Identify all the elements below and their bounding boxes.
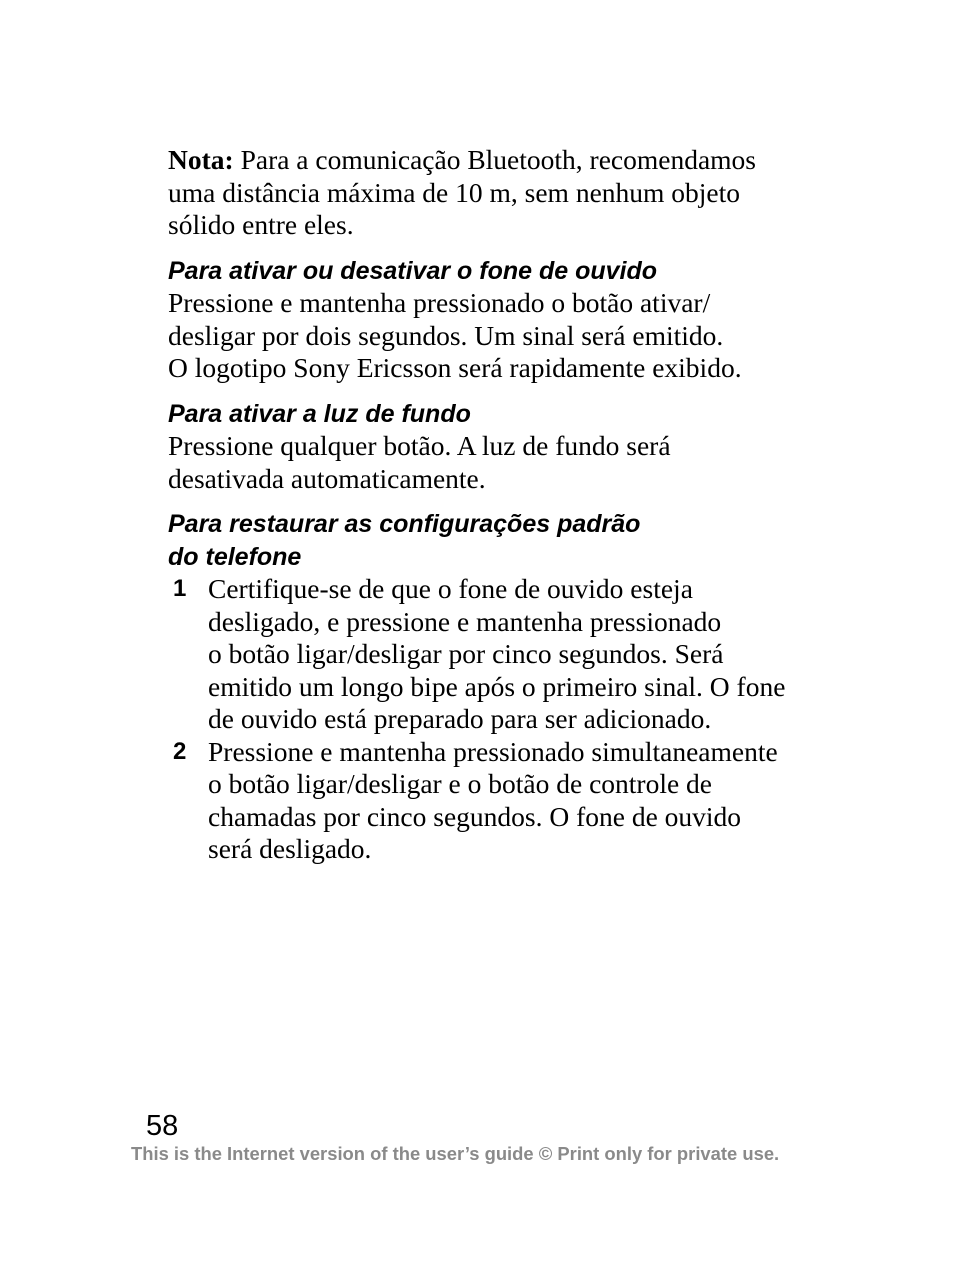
- section-body: [168, 287, 828, 385]
- section-heading: [168, 398, 828, 431]
- step-item: [168, 736, 828, 866]
- step-number: 2: [173, 737, 187, 765]
- section-heading: [168, 508, 828, 573]
- heading-line: Para ativar ou desativar o fone de ouvido: [168, 256, 658, 285]
- footer-disclaimer: This is the Internet version of the user’s guide © Print only for private use.: [131, 1143, 780, 1164]
- body-line: desativada automaticamente.: [168, 462, 486, 494]
- step-item: [168, 573, 828, 736]
- note-label: Nota:: [168, 144, 234, 175]
- step-line: chamadas por cinco segundos. O fone de ouvido: [208, 800, 742, 832]
- section-heading: [168, 255, 828, 288]
- page-content: [168, 144, 828, 866]
- heading-line: Para ativar a luz de fundo: [168, 399, 471, 428]
- step-line: de ouvido está preparado para ser adicionado.: [208, 703, 712, 734]
- note-text: Para a comunicação Bluetooth, recomendamos: [233, 144, 756, 175]
- section-body: [168, 430, 828, 495]
- step-line: será desligado.: [208, 833, 372, 864]
- page-number: 58: [146, 1110, 179, 1142]
- step-line: o botão ligar/desligar por cinco segundos. Será: [208, 638, 724, 669]
- body-line: desligar por dois segundos. Um sinal será emitido.: [168, 319, 724, 351]
- body-line: O logotipo Sony Ericsson será rapidamente exibido.: [168, 352, 742, 383]
- step-line: o botão ligar/desligar e o botão de controle de: [208, 768, 712, 799]
- note-line: sólido entre eles.: [168, 209, 354, 240]
- step-line: desligado, e pressione e mantenha pressionado: [208, 605, 722, 637]
- note-line: uma distância máxima de 10 m, sem nenhum objeto: [168, 176, 741, 208]
- note-line: [168, 144, 828, 177]
- body-line: Pressione qualquer botão. A luz de fundo será: [168, 430, 671, 461]
- body-line: Pressione e mantenha pressionado o botão ativar/: [168, 287, 711, 318]
- step-line: Pressione e mantenha pressionado simultaneamente: [208, 735, 778, 767]
- step-line: emitido um longo bipe após o primeiro sinal. O fone: [208, 670, 786, 702]
- step-number: 1: [173, 575, 187, 602]
- step-line: Certifique-se de que o fone de ouvido esteja: [208, 573, 693, 604]
- note-paragraph: [168, 144, 828, 242]
- heading-line: Para restaurar as configurações padrão: [168, 510, 641, 538]
- heading-line: do telefone: [168, 542, 302, 571]
